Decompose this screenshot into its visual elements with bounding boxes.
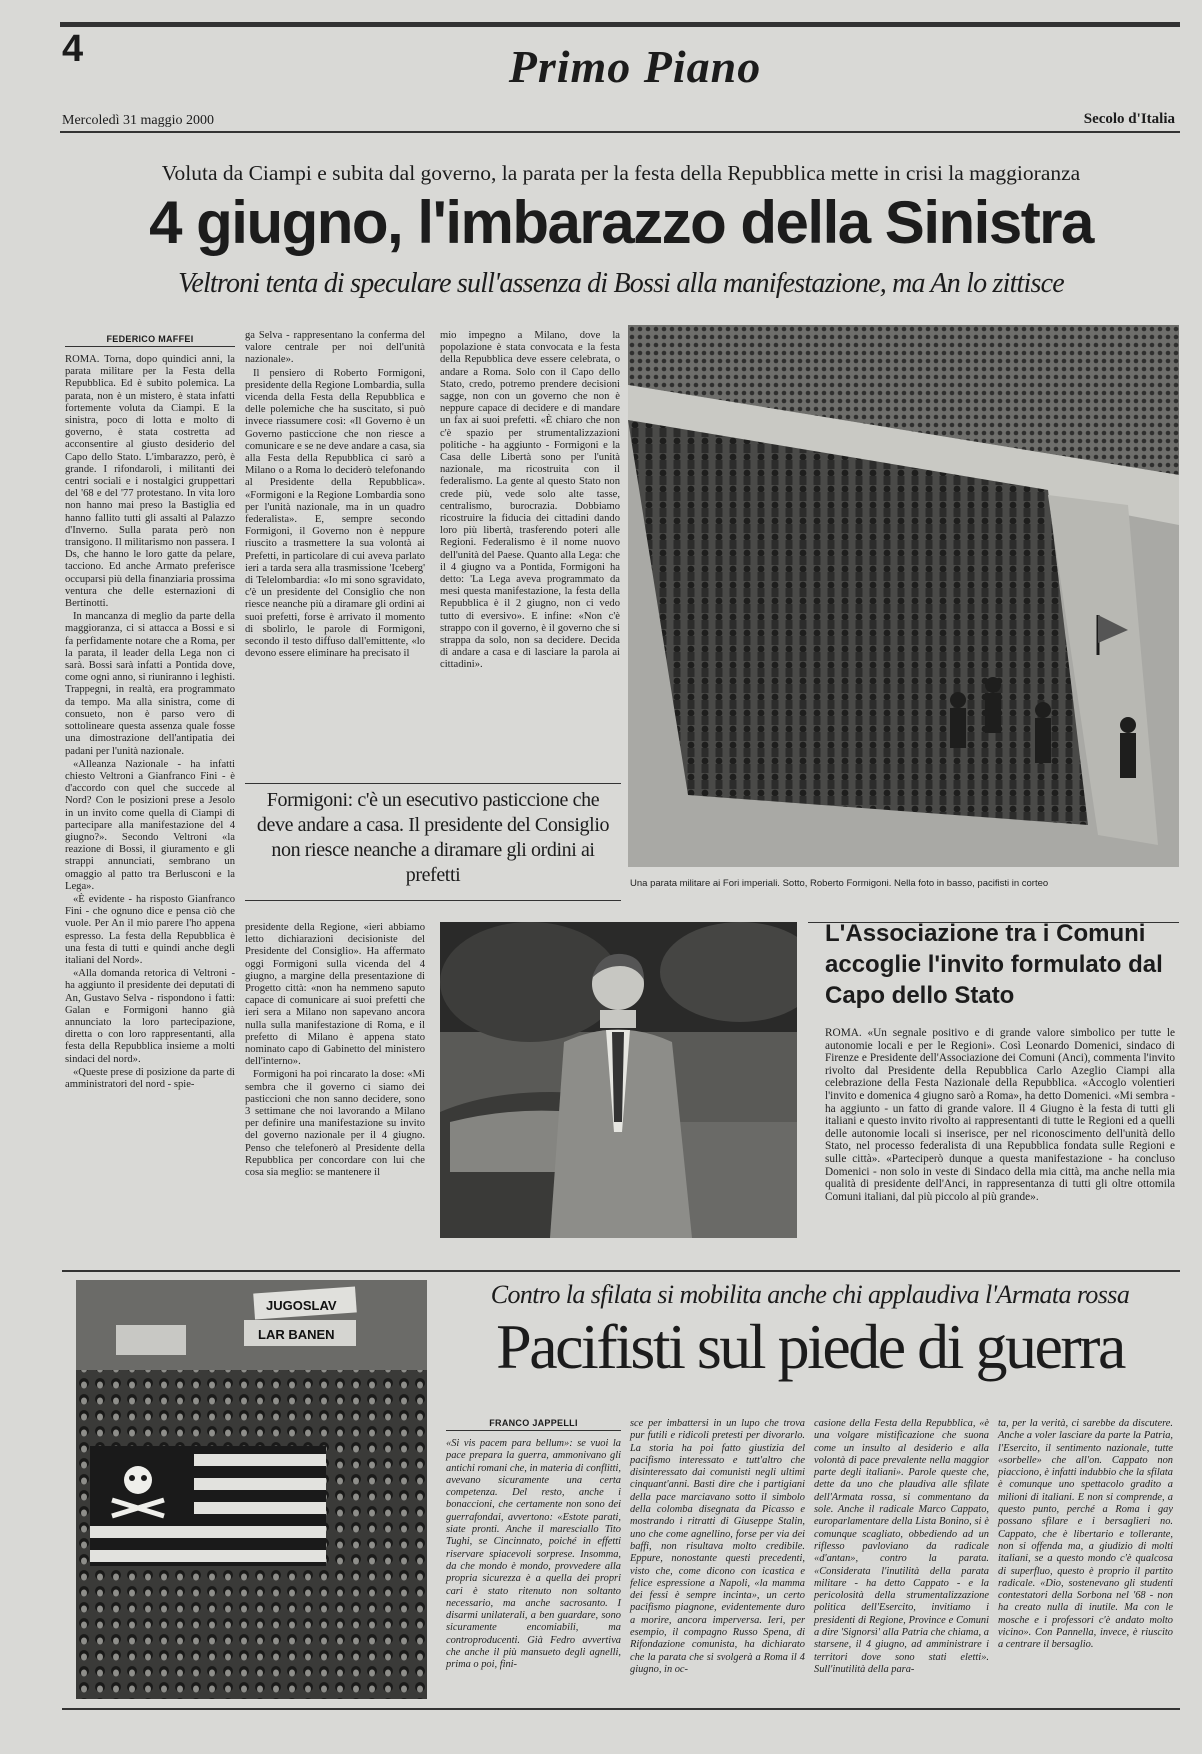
pullquote-rule-top xyxy=(245,783,621,784)
pacifist-column-3: casione della Festa della Repubblica, «è una volgare mistificazione che suona come un insulto al desiderio e alla volontà di pace prevalente nella maggior parte degli italiani». Parole queste che, dette da uno che plaudiva alle sfilate dell'Armata rossa, si commentano da sole. Anche il radicale Marco Cappato, europarlamentare della Lista Bonino, si è comunque scagliato, obbediendo ad un riflesso pavloviano da radicale «d'antan», contro la parata. «Considerata l'inutilità della parata militare - ha detto Cappato - e la pericolosità della strumentalizzazione politica dell'Esercito, invitiamo i presidenti di Regione, Province e Comuni a dire 'Signorsì' alla Patria che chiama, a starsene, il 4 giugno, ad amministrare i territori dove sono stati eletti». Sull'inutilità della para- xyxy=(814,1418,989,1675)
paper-name: Secolo d'Italia xyxy=(1083,111,1175,127)
protest-image xyxy=(76,1280,427,1699)
main-byline: FEDERICO MAFFEI xyxy=(65,334,235,347)
parade-photo xyxy=(628,325,1179,867)
main-column-2: ga Selva - rappresentano la conferma del valore centrale per noi dell'unità nazionale». Il pensiero di Roberto Formigoni, presidente della Regione Lombardia, sulla vicenda della Festa della Repubblica e delle polemiche che ha suscitato, si può invece riassumere così: «Il Governo è un Governo pasticcione che non riesce a comunicare e se ne deve andare a casa, sia alla Festa della Repubblica ci sarò a Milano o a Roma lo deciderò telefonando al Presidente della Repubblica». «Formigoni e la Regione Lombardia sono per l'unità nazionale, ma in un quadro federalista». E, sempre secondo Formigoni, il Governo non è neppure riuscito a trasmettere la sua volontà ai Prefetti, in particolare di cui aveva parlato ieri a tarda sera alla trasmissione 'Iceberg' di Telelombardia: «Io mi sono sgravidato, c'è un presidente del Consiglio che non riesce neanche più a diramare gli ordini ai suoi prefetti, forse è arrivato il momento di sbolirlo, le parole di Formigoni, secondo il testo diffuso dall'emittente, «lo devono essere eliminare ha precisato il xyxy=(245,330,425,660)
main-headline: 4 giugno, l'imbarazzo della Sinistra xyxy=(149,189,1093,256)
pacifist-column-1: «Si vis pacem para bellum»: se vuoi la pace prepara la guerra, ammonivano gli antichi romani che, in materia di conflitti, avevano sicuramente una certa competenza. Del resto, anche i bonaccioni, che certamente non sono dei guerrafondai, avvertono: «Estote parati, siate pronti. Anche il maresciallo Tito Tughi, se Cincinnato, poiché in effetti riservare spiacevoli sorprese. Insomma, da che mondo è mondo, provvedere alla propria sicurezza è a quella dei propri cari è stato ritenuto non soltanto necessario, ma anche sacrosanto. I disarmi unilaterali, a ben guardare, sono sicuramente encomiabili, ma controproducenti. Già Fedro avvertiva che anche il più mansueto degli agnelli, prima o poi, fini- xyxy=(446,1438,621,1671)
banner-1-text: JUGOSLAV xyxy=(266,1298,337,1313)
banner-2-text: LAR BANEN xyxy=(258,1327,335,1342)
main-subheadline: Veltroni tenta di speculare sull'assenza di Bossi alla manifestazione, ma An lo zittisce xyxy=(178,268,1064,299)
main-kicker: Voluta da Ciampi e subita dal governo, la parata per la festa della Repubblica mette in crisi la maggioranza xyxy=(161,161,1081,185)
parade-image xyxy=(628,325,1179,867)
pacifist-byline: FRANCO JAPPELLI xyxy=(446,1418,621,1431)
anci-headline: L'Associazione tra i Comuni accoglie l'invito formulato dal Capo dello Stato xyxy=(825,920,1163,1009)
issue-date: Mercoledì 31 maggio 2000 xyxy=(62,113,215,128)
formigoni-photo xyxy=(440,922,797,1238)
pullquote: Formigoni: c'è un esecutivo pasticcione che deve andare a casa. Il presidente del Consiglio non riesce neanche a diramare gli ordini ai prefetti xyxy=(256,789,610,886)
pacifist-kicker: Contro la sfilata si mobilita anche chi applaudiva l'Armata rossa xyxy=(490,1280,1130,1309)
photo-caption: Una parata militare ai Fori imperiali. Sotto, Roberto Formigoni. Nella foto in basso, pacifisti in corteo xyxy=(630,878,1049,889)
main-column-3: mio impegno a Milano, dove la popolazione è stata convocata e la festa della Repubblica deve essere celebrata, o andare a Roma. Solo con il Capo dello Stato, credo, potremo prendere decisioni sagge, non con un governo che non è neppure capace di decidere e di mandare un fax ai suoi prefetti. «È chiaro che non c'è spazio per strumentalizzazioni politiche - ha aggiunto - Formigoni e la Casa delle Libertà sono per l'unità nazionale, ma ricostruita con il federalismo. La gente al questo Stato non crede più, vede solo alte tasse, centralismo, burocrazia. Dobbiamo ricostruire la fiducia dei cittadini dando loro più libertà, trasferendo poteri alle Regioni. Federalismo è il nome nuovo dell'unità del Paese. Quanto alla Lega: che il 4 giugno va a Pontida, Formigoni ha detto: 'La Lega aveva programmato da mesi questa manifestazione, la festa della Repubblica è il 2 giugno, non ci vedo tutto di eversivo». E infine: «Non c'è strappo con il governo, è il governo che si strappa da solo, non sa decidere. Decida di andare a casa e di lasciare la parola ai cittadini». xyxy=(440,330,620,671)
protest-photo xyxy=(76,1280,427,1699)
pacifist-column-2: sce per imbattersi in un lupo che trova pur futili e ridicoli pretesti per divorarlo. La storia ha poi fatto giustizia del pacifismo interessato e tutt'altro che disinteressato dai comunisti negli ultimi cinquant'anni. Basti dire che i partigiani della pace marciavano sotto il simbolo della colomba disegnata da Picasso e mostrando i ritratti di Giuseppe Stalin, uno che come agnellino, forse per via dei baffi, non risultava molto credibile. Eppure, nonostante questi precedenti, visto che, come dicono con icastica e felice espressione a Napoli, «la mamma dei fessi è sempre incinta», un certo pacifismo piagnone, evidentemente duro a morire, ancora imperversa. Ieri, per esempio, il compagno Russo Spena, di Rifondazione comunista, ha dichiarato che la parata che si svolgerà a Roma il 4 giugno, in oc- xyxy=(630,1418,805,1675)
pacifist-headline: Pacifisti sul piede di guerra xyxy=(496,1311,1124,1382)
main-column-1: ROMA. Torna, dopo quindici anni, la parata militare per la Festa della Repubblica. Ed è subito polemica. La parata, non è un mistero, è stata infatti fortemente voluta da Ciampi. E la sinistra, poco di lotta e molto di governo, è stata costretta ad acconsentire al giusto desiderio del Capo dello Stato. L'imbarazzo, però, è grande. I rifondaroli, i militanti dei centri sociali e i nostalgici gruppettari del '68 e del '77 protestano. In vita loro non hanno mai preso la Bastiglia ed hanno fallito tutti gli assalti al Palazzo d'Inverno. Sulla parata però non transigono. Il militarismo non passera. I Ds, che hanno le loro gatte da pelare, tacciono. Ed anche Armato preferisce occuparsi più della finanziaria prossima ventura che delle esternazioni di Bertinotti. In mancanza di meglio da parte della maggioranza, ci si attacca a Bossi e si fa perfidamente notare che a Roma, per la parata, il leader della Lega non ci sarà. Bossi sarà infatti a Pontida dove, come ogni anno, si riuniranno i leghisti. Trappegni, in realtà, era programmato da tempo. Ma alla sinistra, come di consueto, non è parso vero di sottolineare questa assenza quale fosse una dimostrazione dell'antipatia dei padani per l'unità nazionale. «Alleanza Nazionale - ha infatti chiesto Veltroni a Gianfranco Fini - è d'accordo con quel che succede al Nord? Con le posizioni prese a Jesolo in un invito come quella di Ciampi di partecipare alla manifestazione del 4 giugno?». Secondo Veltroni «la reazione di Bossi, il giuramento e gli strappi annunciati, sembrano un omaggio al patto tra Berlusconi e la Lega». «È evidente - ha risposto Gianfranco Fini - che ognuno dice e pensa ciò che vuole. Per An il mio parere l'ho appena espresso. La festa della Repubblica è una festa di tutti e quindi anche degli italiani del Nord». «Alla domanda retorica di Veltroni - ha aggiunto il presidente dei deputati di An, Gustavo Selva - rispondono i fatti: Galan e Formigoni hanno già annunciato la loro partecipazione, diretta o con loro rappresentanti, alla festa della Repubblica insieme a molti sindaci del nord». «Queste prese di posizione da parte di amministratori del nord - spie- xyxy=(65,354,235,1090)
masthead-rule xyxy=(60,131,1180,133)
pacifist-column-4: ta, per la verità, ci sarebbe da discutere. Anche a voler lasciare da parte la Patria, l'Esercito, il sentimento nazionale, tutte «sorbelle» che all'on. Cappato non piacciono, è infatti indubbio che la sfilata è comunque uno spettacolo gradito a milioni di italiani. E non si comprende, a questo punto, perché a Roma i gay possano sfilare e i bersaglieri no. Cappato, che è libertario e tollerante, non si offenda ma, a giudizio di molti italiani, se a questo mondo c'è qualcosa di superfluo, questo è proprio il partito radicale. «Dio, sostenevano gli studenti contestatori della Sorbona nel '68 - non ha creato nulla di inutile. Ma con le mosche e i professori c'è andato molto vicino». Con Pannella, invece, è riuscito a centrare il bersaglio. xyxy=(998,1418,1173,1651)
anci-body: ROMA. «Un segnale positivo e di grande valore simbolico per tutte le autonomie locali e per le Regioni». Così Leonardo Domenici, sindaco di Firenze e Presidente dell'Associazione dei Comuni (Anci), commenta l'invito rivolto dal Presidente della Repubblica Carlo Azeglio Ciampi alla celebrazione della Festa Nazionale della Repubblica. «Accoglo volentieri l'invito e domenica 4 giugno sarò a Roma», ha detto Domenici. «Mi sembra - ha aggiunto - un fatto di grande valore. Il 4 Giugno è la festa di tutti gli italiani e questo invito rivolto ai rappresentanti di tutte le Regioni ed a quelli delle autonomie locali si inserisce, per nel riconoscimento dell'unità dello Stato, nel processo federalista di una Repubblica fondata sulle Regioni e sulle città». «Parteciperò dunque a questa manifestazione - ha concluso Domenici - non solo in veste di Sindaco della mia città, ma anche nella mia qualità di presidente dell'Anci, in rappresentanza di tutti gli oltre ottomila Comuni italiani, dal più piccolo al più grande». xyxy=(825,1027,1175,1203)
section-title: Primo Piano xyxy=(508,41,762,92)
top-rule xyxy=(60,22,1180,27)
main-column-4: presidente della Regione, «ieri abbiamo letto dichiarazioni decisioniste del Presidente del Consiglio». Ha affermato oggi Formigoni sulla vicenda del 4 giugno, a margine della presentazione di Progetto città: «non ha nemmeno saputo capace di comunicare ai suoi prefetti che ieri sera a Milano non sapevano ancora nulla sulla manifestazione di Roma, e il prefetto di Milano è appena stato nominato capo di Gabinetto del ministero dell'interno». Formigoni ha poi rincarato la dose: «Mi sembra che il governo ci siamo dei pasticcioni che non sanno decidere, sono 3 settimane che noi lavorando a Milano per definire una manifestazione su invito del governo nazionale per il 4 giugno. Penso che telefonerò al Presidente della Repubblica per concordare con lui che cosa sia meglio: se mantenere il xyxy=(245,922,425,1179)
bottom-rule xyxy=(62,1708,1180,1710)
page-number: 4 xyxy=(62,28,84,70)
pullquote-rule-bottom xyxy=(245,900,621,901)
section-rule xyxy=(62,1270,1180,1272)
formigoni-image xyxy=(440,922,797,1238)
